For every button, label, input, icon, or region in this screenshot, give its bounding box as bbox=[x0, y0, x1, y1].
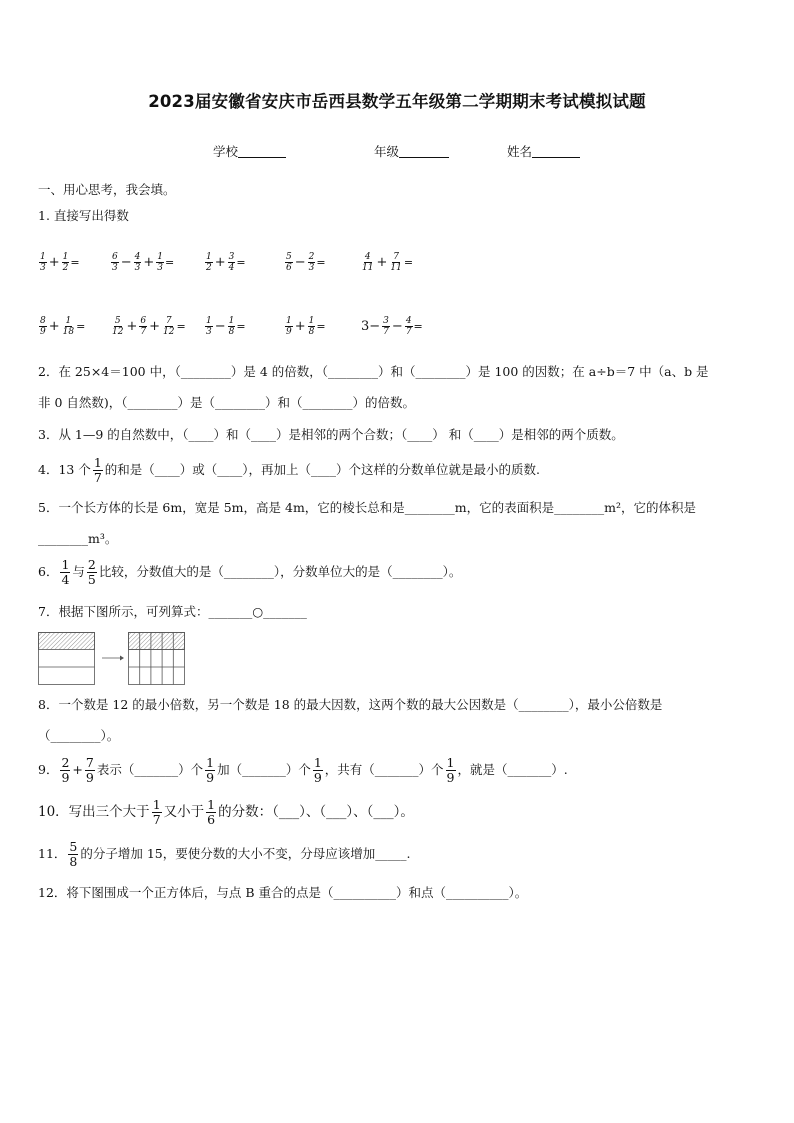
fraction: $\frac{2}{3}$ bbox=[308, 252, 315, 273]
q9-fraction-b: $\frac{7}{9}$ bbox=[85, 755, 94, 785]
grade-blank[interactable] bbox=[399, 143, 449, 158]
left-rectangle bbox=[39, 633, 95, 685]
q9-fraction-c: $\frac{1}{9}$ bbox=[206, 755, 215, 785]
right-rectangle bbox=[129, 633, 185, 685]
question-3: 3．从 1—9 的自然数中，（____）和（____）是相邻的两个合数；（____） 和（____）是相邻的两个质数。 bbox=[38, 427, 624, 442]
equals-sign: = bbox=[176, 320, 186, 333]
fraction: $\frac{6}{7}$ bbox=[140, 316, 147, 337]
q6-pre: 6． bbox=[38, 564, 59, 579]
question-7: 7．根据下图所示，可列算式：_______○_______ bbox=[38, 604, 307, 619]
q4-fraction: $\frac{1}{7}$ bbox=[93, 455, 102, 485]
equals-sign: = bbox=[403, 256, 414, 269]
question-4 bbox=[38, 456, 540, 485]
name-blank[interactable] bbox=[532, 143, 580, 158]
fraction: $\frac{3}{4}$ bbox=[228, 252, 235, 273]
q6-fraction-b: $\frac{2}{5}$ bbox=[87, 557, 96, 587]
calc-item bbox=[284, 252, 326, 273]
operator: + bbox=[376, 255, 388, 270]
q6-mid: 与 bbox=[72, 564, 85, 579]
question-10: 10．写出三个大于 $\frac{1}{7}$ 又小于 $\frac{1}{6}$ 的分数：（___）、（___）、（___）。 bbox=[38, 797, 414, 827]
operator: + bbox=[294, 319, 306, 334]
lead-term: 3− bbox=[361, 319, 381, 334]
fraction: $\frac{1}{3}$ bbox=[157, 252, 164, 273]
fraction: $\frac{1}{3}$ bbox=[206, 316, 212, 337]
operator: − bbox=[120, 255, 132, 270]
question-5-line-2: ________m³。 bbox=[38, 531, 118, 546]
school-blank[interactable] bbox=[238, 143, 286, 158]
fraction: $\frac{7}{12}$ bbox=[163, 316, 175, 337]
q6-fraction-a: $\frac{1}{4}$ bbox=[61, 557, 70, 587]
calc-item bbox=[204, 316, 246, 337]
q10-fraction-a: $\frac{1}{7}$ bbox=[152, 797, 161, 827]
equals-sign: = bbox=[236, 320, 246, 333]
q6-post: 比较，分数值大的是（________），分数单位大的是（________）。 bbox=[98, 564, 462, 579]
fraction: $\frac{5}{12}$ bbox=[112, 316, 124, 337]
operator: − bbox=[391, 319, 403, 334]
calc-item bbox=[110, 316, 186, 337]
q11-fraction: $\frac{5}{8}$ bbox=[69, 839, 78, 869]
operator: + bbox=[143, 255, 155, 270]
fraction: $\frac{1}{9}$ bbox=[286, 316, 292, 337]
fraction: $\frac{4}{3}$ bbox=[134, 252, 141, 273]
operator: + bbox=[214, 255, 226, 270]
fraction: $\frac{4}{7}$ bbox=[405, 316, 412, 337]
operator: − bbox=[294, 255, 306, 270]
question-12: 12．将下图围成一个正方体后，与点 B 重合的点是（__________）和点（__________）。 bbox=[38, 885, 528, 900]
q7-figure bbox=[38, 632, 188, 686]
operator: + bbox=[126, 319, 138, 334]
question-5-line-1: 5．一个长方体的长是 6m，宽是 5m，高是 4m，它的棱长总和是________m，它的表面积是________m²，它的体积是 bbox=[38, 500, 697, 515]
question-11: 11． $\frac{5}{8}$ 的分子增加 15，要使分数的大小不变，分母应该增加_____. bbox=[38, 839, 411, 869]
fraction: $\frac{6}{3}$ bbox=[112, 252, 118, 273]
calc-item bbox=[38, 316, 85, 337]
equals-sign: = bbox=[70, 256, 80, 269]
question-6 bbox=[38, 558, 461, 587]
fraction: $\frac{1}{3}$ bbox=[40, 252, 46, 273]
equals-sign: = bbox=[76, 320, 86, 333]
fraction: $\frac{1}{18}$ bbox=[62, 316, 75, 337]
name-label: 姓名 bbox=[507, 144, 533, 159]
question-2-line-1: 2．在 25×4＝100 中，（________）是 4 的倍数，（________）和（________）是 100 的因数；在 a÷b＝7 中（a、b 是 bbox=[38, 364, 709, 379]
q9-fraction-e: $\frac{1}{9}$ bbox=[446, 755, 455, 785]
grade-label: 年级 bbox=[374, 144, 400, 159]
school-label: 学校 bbox=[213, 144, 239, 159]
question-2-line-2: 非 0 自然数)，（________）是（________）和（________）的倍数。 bbox=[38, 395, 416, 410]
calc-item bbox=[284, 316, 326, 337]
fraction: $\frac{1}{2}$ bbox=[206, 252, 212, 273]
q9-fraction-a: $\frac{2}{9}$ bbox=[61, 755, 70, 785]
fraction: $\frac{1}{8}$ bbox=[228, 316, 235, 337]
fraction: $\frac{7}{11}$ bbox=[390, 252, 402, 273]
name-field bbox=[507, 142, 580, 160]
question-8-line-1: 8．一个数是 12 的最小倍数，另一个数是 18 的最大因数，这两个数的最大公因数是（________），最小公倍数是 bbox=[38, 697, 663, 712]
calc-item bbox=[110, 252, 174, 273]
operator: + bbox=[149, 319, 160, 334]
question-8-line-2: （________）。 bbox=[38, 728, 120, 743]
q9-fraction-d: $\frac{1}{9}$ bbox=[313, 755, 322, 785]
q1-number: 1. bbox=[38, 208, 50, 223]
equals-sign: = bbox=[413, 320, 423, 333]
operator: + bbox=[48, 319, 60, 334]
school-field bbox=[213, 142, 286, 160]
equals-sign: = bbox=[316, 256, 326, 269]
q10-fraction-b: $\frac{1}{6}$ bbox=[207, 797, 216, 827]
q4-pre: 4．13 个 bbox=[38, 462, 91, 477]
calc-item bbox=[360, 316, 423, 337]
calc-item bbox=[360, 252, 413, 273]
fraction: $\frac{1}{2}$ bbox=[62, 252, 69, 273]
equals-sign: = bbox=[165, 256, 175, 269]
calc-item bbox=[204, 252, 246, 273]
equals-sign: = bbox=[236, 256, 246, 269]
section-heading: 一、用心思考，我会填。 bbox=[38, 182, 176, 197]
operator: − bbox=[214, 319, 226, 334]
fraction: $\frac{3}{7}$ bbox=[383, 316, 389, 337]
equals-sign: = bbox=[316, 320, 326, 333]
fraction: $\frac{4}{11}$ bbox=[362, 252, 374, 273]
q4-post: 的和是（____）或（____），再加上（____）个这样的分数单位就是最小的质数. bbox=[104, 462, 541, 477]
calc-item bbox=[38, 252, 80, 273]
fraction: $\frac{1}{8}$ bbox=[308, 316, 315, 337]
arrow-icon bbox=[102, 656, 124, 661]
page-title: 2023届安徽省安庆市岳西县数学五年级第二学期期末考试模拟试题 bbox=[148, 92, 646, 111]
grade-field bbox=[374, 142, 449, 160]
operator: + bbox=[48, 255, 60, 270]
question-9: 9． $\frac{2}{9}$ + $\frac{7}{9}$ 表示（_______）个 $\frac{1}{9}$ 加（_______）个 $\frac{1}{9}$ ，共有（_______）个 $\frac{1}{9}$ ，就是（_______）. bbox=[38, 755, 568, 785]
question-1 bbox=[38, 208, 129, 224]
fraction: $\frac{8}{9}$ bbox=[40, 316, 46, 337]
q1-text: 直接写出得数 bbox=[53, 208, 129, 223]
fraction: $\frac{5}{6}$ bbox=[286, 252, 292, 273]
